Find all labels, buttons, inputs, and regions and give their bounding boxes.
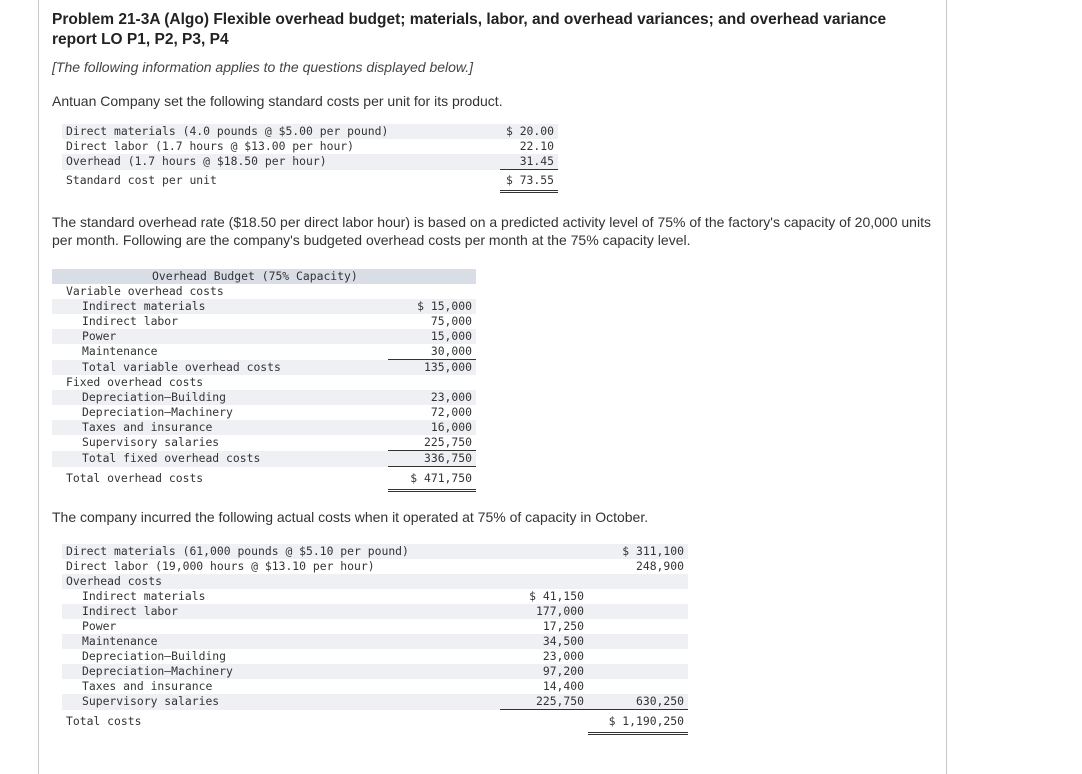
row-value: 16,000 bbox=[388, 420, 476, 435]
table-row bbox=[52, 299, 476, 314]
row-label: Total overhead costs bbox=[66, 471, 204, 485]
info-note: [The following information applies to the questions displayed below.] bbox=[52, 59, 474, 75]
row-label: Taxes and insurance bbox=[82, 679, 213, 693]
table-row bbox=[52, 420, 476, 435]
left-border bbox=[38, 0, 39, 774]
row-label: Maintenance bbox=[82, 344, 158, 359]
row-value: 23,000 bbox=[542, 649, 584, 663]
row-label: Depreciation—Building bbox=[52, 390, 388, 405]
row-value: 72,000 bbox=[430, 405, 472, 419]
table-header-row bbox=[52, 269, 476, 284]
row-value: $ 1,190,250 bbox=[588, 710, 688, 734]
row-value: 177,000 bbox=[500, 604, 588, 619]
budget-header: Overhead Budget (75% Capacity) bbox=[52, 269, 476, 284]
table-row bbox=[52, 375, 476, 390]
table-row bbox=[52, 405, 476, 420]
row-label: Depreciation—Building bbox=[82, 649, 227, 663]
row-value: $ 20.00 bbox=[500, 124, 558, 139]
table-row bbox=[62, 679, 688, 694]
row-value: 75,000 bbox=[430, 314, 472, 328]
table-row bbox=[62, 710, 688, 734]
actual-cost-table bbox=[62, 544, 688, 735]
table-row bbox=[62, 604, 688, 619]
row-label: Direct labor (1.7 hours @ $13.00 per hour) bbox=[66, 139, 355, 153]
overhead-budget-table bbox=[52, 269, 476, 492]
right-border bbox=[946, 0, 947, 774]
row-label: Indirect labor bbox=[82, 314, 179, 328]
table-row bbox=[52, 360, 476, 376]
table-row bbox=[62, 124, 558, 139]
row-value: 22.10 bbox=[519, 139, 554, 153]
table-row bbox=[52, 284, 476, 299]
row-label: Total costs bbox=[66, 714, 142, 728]
actual-intro-text: The company incurred the following actual costs when it operated at 75% of capacity in October. bbox=[52, 509, 649, 525]
row-value: 336,750 bbox=[388, 451, 476, 467]
row-label: Indirect materials bbox=[82, 589, 206, 603]
row-value: 225,750 bbox=[388, 435, 476, 451]
table-row bbox=[62, 559, 688, 574]
table-row bbox=[52, 390, 476, 405]
row-label: Overhead costs bbox=[62, 574, 500, 589]
row-label: Depreciation—Machinery bbox=[62, 664, 500, 679]
row-value: 248,900 bbox=[635, 559, 684, 573]
row-value: 34,500 bbox=[500, 634, 588, 649]
row-value: 14,400 bbox=[542, 679, 584, 693]
row-value: 15,000 bbox=[388, 329, 476, 344]
row-label: Depreciation—Machinery bbox=[82, 405, 233, 419]
row-value: 97,200 bbox=[500, 664, 588, 679]
row-label: Indirect labor bbox=[62, 604, 500, 619]
row-label: Power bbox=[82, 619, 117, 633]
row-value: $ 471,750 bbox=[388, 467, 476, 491]
problem-title: Problem 21-3A (Algo) Flexible overhead budget; materials, labor, and overhead variances; and overhead variance report LO P1, P2, P3, P4 bbox=[52, 11, 887, 48]
table-row bbox=[62, 619, 688, 634]
table-row bbox=[62, 139, 558, 154]
row-label: Standard cost per unit bbox=[66, 173, 217, 187]
table-row bbox=[62, 574, 688, 589]
table-row bbox=[52, 314, 476, 329]
intro-text: Antuan Company set the following standard costs per unit for its product. bbox=[52, 93, 503, 109]
table-row bbox=[62, 649, 688, 664]
row-label: Maintenance bbox=[62, 634, 500, 649]
row-value: $ 73.55 bbox=[500, 170, 558, 192]
row-label: Total fixed overhead costs bbox=[52, 451, 388, 467]
row-value: 225,750 bbox=[500, 694, 588, 710]
row-label: Direct labor (19,000 hours @ $13.10 per hour) bbox=[66, 559, 375, 573]
row-value: 23,000 bbox=[388, 390, 476, 405]
row-label: Overhead (1.7 hours @ $18.50 per hour) bbox=[62, 154, 500, 170]
row-value: $ 311,100 bbox=[588, 544, 688, 559]
table-row bbox=[62, 694, 688, 710]
row-label: Variable overhead costs bbox=[66, 284, 224, 298]
row-label: Taxes and insurance bbox=[52, 420, 388, 435]
row-label: Indirect materials bbox=[52, 299, 388, 314]
table-row bbox=[52, 435, 476, 451]
standard-cost-table bbox=[62, 124, 558, 193]
budget-intro-text: The standard overhead rate ($18.50 per direct labor hour) is based on a predicted activity level of 75% of the factory's capacity of 20,000 units per month. Following are the company's budgeted overhead costs per month at the 75% capacity level. bbox=[52, 214, 931, 248]
overhead-total-value: 630,250 bbox=[588, 694, 688, 710]
row-value: $ 41,150 bbox=[529, 589, 584, 603]
row-label: Power bbox=[52, 329, 388, 344]
row-value: $ 15,000 bbox=[388, 299, 476, 314]
table-row bbox=[62, 589, 688, 604]
table-row bbox=[62, 664, 688, 679]
table-row bbox=[52, 467, 476, 491]
row-label: Total variable overhead costs bbox=[52, 360, 388, 376]
table-row bbox=[52, 344, 476, 360]
row-label: Fixed overhead costs bbox=[66, 375, 204, 389]
table-row bbox=[62, 170, 558, 192]
row-label: Direct materials (4.0 pounds @ $5.00 per pound) bbox=[62, 124, 500, 139]
row-value: 31.45 bbox=[500, 154, 558, 170]
row-label: Supervisory salaries bbox=[62, 694, 500, 710]
table-row bbox=[52, 451, 476, 467]
table-row bbox=[62, 634, 688, 649]
problem-content bbox=[52, 10, 932, 735]
row-value: 30,000 bbox=[388, 344, 476, 360]
row-value: 135,000 bbox=[388, 360, 476, 376]
row-value: 17,250 bbox=[542, 619, 584, 633]
table-row bbox=[52, 329, 476, 344]
table-row bbox=[62, 154, 558, 170]
row-label: Direct materials (61,000 pounds @ $5.10 per pound) bbox=[62, 544, 500, 559]
row-label: Supervisory salaries bbox=[82, 435, 220, 450]
table-row bbox=[62, 544, 688, 559]
